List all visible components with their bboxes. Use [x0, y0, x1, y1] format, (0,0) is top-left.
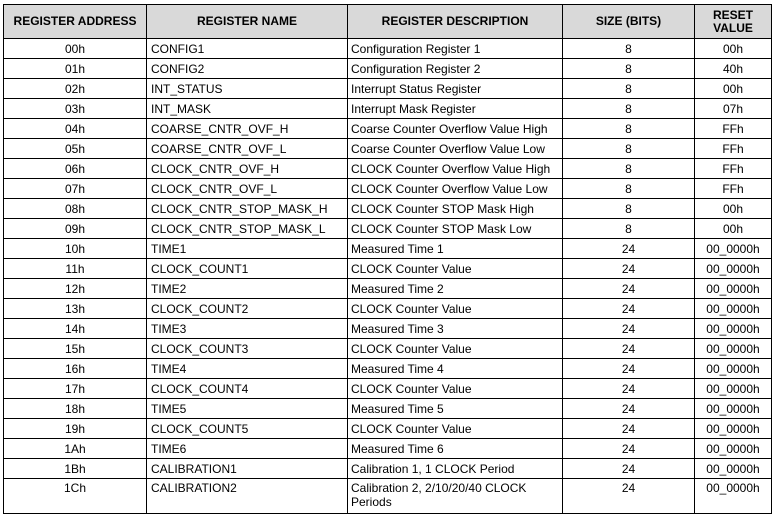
register-address-cell: 04h	[4, 119, 147, 139]
register-name-cell: CONFIG2	[147, 59, 348, 79]
register-address-cell: 06h	[4, 159, 147, 179]
register-size-cell: 8	[563, 79, 695, 99]
register-reset-cell: 07h	[695, 99, 772, 119]
register-reset-cell: 00_0000h	[695, 479, 772, 514]
table-row	[4, 219, 772, 239]
table-row	[4, 39, 772, 59]
register-size-cell: 8	[563, 139, 695, 159]
register-size-cell: 8	[563, 99, 695, 119]
register-reset-cell: 00_0000h	[695, 399, 772, 419]
register-name-cell: CLOCK_CNTR_STOP_MASK_L	[147, 219, 348, 239]
register-description-cell: Measured Time 6	[348, 439, 563, 459]
register-description-cell: CLOCK Counter Overflow Value Low	[348, 179, 563, 199]
header-reset-value: RESET VALUE	[695, 5, 772, 39]
register-address-cell: 10h	[4, 239, 147, 259]
register-address-cell: 18h	[4, 399, 147, 419]
register-address-cell: 17h	[4, 379, 147, 399]
register-size-cell: 24	[563, 339, 695, 359]
register-description-cell: CLOCK Counter Value	[348, 299, 563, 319]
register-name-cell: COARSE_CNTR_OVF_H	[147, 119, 348, 139]
register-size-cell: 24	[563, 479, 695, 514]
register-reset-cell: FFh	[695, 179, 772, 199]
register-size-cell: 24	[563, 259, 695, 279]
register-address-cell: 11h	[4, 259, 147, 279]
table-row	[4, 119, 772, 139]
register-size-cell: 24	[563, 379, 695, 399]
table-row	[4, 459, 772, 479]
table-row	[4, 419, 772, 439]
register-description-cell: Coarse Counter Overflow Value High	[348, 119, 563, 139]
register-address-cell: 08h	[4, 199, 147, 219]
register-name-cell: TIME3	[147, 319, 348, 339]
register-reset-cell: 00h	[695, 219, 772, 239]
table-row	[4, 399, 772, 419]
table-row	[4, 259, 772, 279]
register-size-cell: 8	[563, 39, 695, 59]
register-address-cell: 1Ch	[4, 479, 147, 514]
table-row	[4, 199, 772, 219]
register-size-cell: 8	[563, 119, 695, 139]
register-size-cell: 24	[563, 279, 695, 299]
table-row	[4, 439, 772, 459]
register-name-cell: TIME2	[147, 279, 348, 299]
register-reset-cell: 00_0000h	[695, 459, 772, 479]
register-size-cell: 24	[563, 239, 695, 259]
register-address-cell: 05h	[4, 139, 147, 159]
table-row	[4, 339, 772, 359]
register-description-cell: Measured Time 1	[348, 239, 563, 259]
register-name-cell: CLOCK_CNTR_STOP_MASK_H	[147, 199, 348, 219]
register-name-cell: TIME4	[147, 359, 348, 379]
table-row	[4, 59, 772, 79]
register-address-cell: 00h	[4, 39, 147, 59]
register-size-cell: 24	[563, 319, 695, 339]
register-description-cell: Measured Time 5	[348, 399, 563, 419]
register-name-cell: CALIBRATION1	[147, 459, 348, 479]
register-size-cell: 8	[563, 59, 695, 79]
register-reset-cell: 40h	[695, 59, 772, 79]
table-body	[4, 39, 772, 514]
register-reset-cell: FFh	[695, 139, 772, 159]
register-name-cell: CLOCK_COUNT2	[147, 299, 348, 319]
register-description-cell: Configuration Register 2	[348, 59, 563, 79]
register-name-cell: CALIBRATION2	[147, 479, 348, 514]
register-description-cell: Measured Time 3	[348, 319, 563, 339]
register-reset-cell: 00_0000h	[695, 239, 772, 259]
register-name-cell: COARSE_CNTR_OVF_L	[147, 139, 348, 159]
register-address-cell: 02h	[4, 79, 147, 99]
register-reset-cell: 00_0000h	[695, 439, 772, 459]
register-description-cell: CLOCK Counter Value	[348, 259, 563, 279]
register-reset-cell: 00h	[695, 199, 772, 219]
register-address-cell: 15h	[4, 339, 147, 359]
register-address-cell: 14h	[4, 319, 147, 339]
register-name-cell: TIME6	[147, 439, 348, 459]
register-description-cell: Calibration 1, 1 CLOCK Period	[348, 459, 563, 479]
table-row	[4, 159, 772, 179]
register-reset-cell: 00_0000h	[695, 259, 772, 279]
table-row	[4, 359, 772, 379]
header-size-bits: SIZE (BITS)	[563, 5, 695, 39]
register-size-cell: 8	[563, 159, 695, 179]
register-reset-cell: 00_0000h	[695, 419, 772, 439]
register-description-cell: Measured Time 4	[348, 359, 563, 379]
header-register-name: REGISTER NAME	[147, 5, 348, 39]
register-name-cell: CONFIG1	[147, 39, 348, 59]
register-address-cell: 19h	[4, 419, 147, 439]
register-name-cell: CLOCK_COUNT5	[147, 419, 348, 439]
register-description-cell: CLOCK Counter Overflow Value High	[348, 159, 563, 179]
register-size-cell: 24	[563, 419, 695, 439]
register-reset-cell: 00h	[695, 39, 772, 59]
register-size-cell: 24	[563, 359, 695, 379]
register-table	[3, 4, 772, 514]
register-address-cell: 1Bh	[4, 459, 147, 479]
register-name-cell: INT_MASK	[147, 99, 348, 119]
register-size-cell: 8	[563, 219, 695, 239]
register-address-cell: 1Ah	[4, 439, 147, 459]
table-row	[4, 279, 772, 299]
table-row	[4, 299, 772, 319]
header-register-description: REGISTER DESCRIPTION	[348, 5, 563, 39]
register-reset-cell: 00_0000h	[695, 319, 772, 339]
register-reset-cell: 00_0000h	[695, 339, 772, 359]
register-address-cell: 01h	[4, 59, 147, 79]
table-row	[4, 379, 772, 399]
register-name-cell: INT_STATUS	[147, 79, 348, 99]
register-size-cell: 8	[563, 199, 695, 219]
register-reset-cell: 00h	[695, 79, 772, 99]
table-row	[4, 79, 772, 99]
register-reset-cell: FFh	[695, 159, 772, 179]
register-address-cell: 13h	[4, 299, 147, 319]
register-name-cell: TIME1	[147, 239, 348, 259]
register-description-cell: CLOCK Counter STOP Mask Low	[348, 219, 563, 239]
register-size-cell: 24	[563, 399, 695, 419]
register-address-cell: 12h	[4, 279, 147, 299]
register-reset-cell: 00_0000h	[695, 299, 772, 319]
register-description-cell: CLOCK Counter STOP Mask High	[348, 199, 563, 219]
register-name-cell: CLOCK_CNTR_OVF_L	[147, 179, 348, 199]
header-register-address: REGISTER ADDRESS	[4, 5, 147, 39]
table-row	[4, 479, 772, 514]
register-address-cell: 16h	[4, 359, 147, 379]
register-address-cell: 09h	[4, 219, 147, 239]
register-size-cell: 24	[563, 459, 695, 479]
register-description-cell: CLOCK Counter Value	[348, 339, 563, 359]
register-address-cell: 03h	[4, 99, 147, 119]
register-description-cell: CLOCK Counter Value	[348, 419, 563, 439]
register-reset-cell: 00_0000h	[695, 359, 772, 379]
register-reset-cell: FFh	[695, 119, 772, 139]
register-size-cell: 8	[563, 179, 695, 199]
table-row	[4, 139, 772, 159]
register-description-cell: Calibration 2, 2/10/20/40 CLOCK Periods	[348, 479, 563, 514]
register-size-cell: 24	[563, 299, 695, 319]
register-name-cell: CLOCK_COUNT3	[147, 339, 348, 359]
register-description-cell: Configuration Register 1	[348, 39, 563, 59]
register-description-cell: Interrupt Mask Register	[348, 99, 563, 119]
table-header-row	[4, 5, 772, 39]
register-name-cell: CLOCK_COUNT1	[147, 259, 348, 279]
register-description-cell: Coarse Counter Overflow Value Low	[348, 139, 563, 159]
table-row	[4, 239, 772, 259]
table-row	[4, 179, 772, 199]
register-size-cell: 24	[563, 439, 695, 459]
register-name-cell: CLOCK_COUNT4	[147, 379, 348, 399]
table-row	[4, 319, 772, 339]
register-description-cell: Interrupt Status Register	[348, 79, 563, 99]
register-address-cell: 07h	[4, 179, 147, 199]
register-description-cell: Measured Time 2	[348, 279, 563, 299]
register-reset-cell: 00_0000h	[695, 379, 772, 399]
register-reset-cell: 00_0000h	[695, 279, 772, 299]
register-name-cell: CLOCK_CNTR_OVF_H	[147, 159, 348, 179]
register-name-cell: TIME5	[147, 399, 348, 419]
register-description-cell: CLOCK Counter Value	[348, 379, 563, 399]
table-row	[4, 99, 772, 119]
